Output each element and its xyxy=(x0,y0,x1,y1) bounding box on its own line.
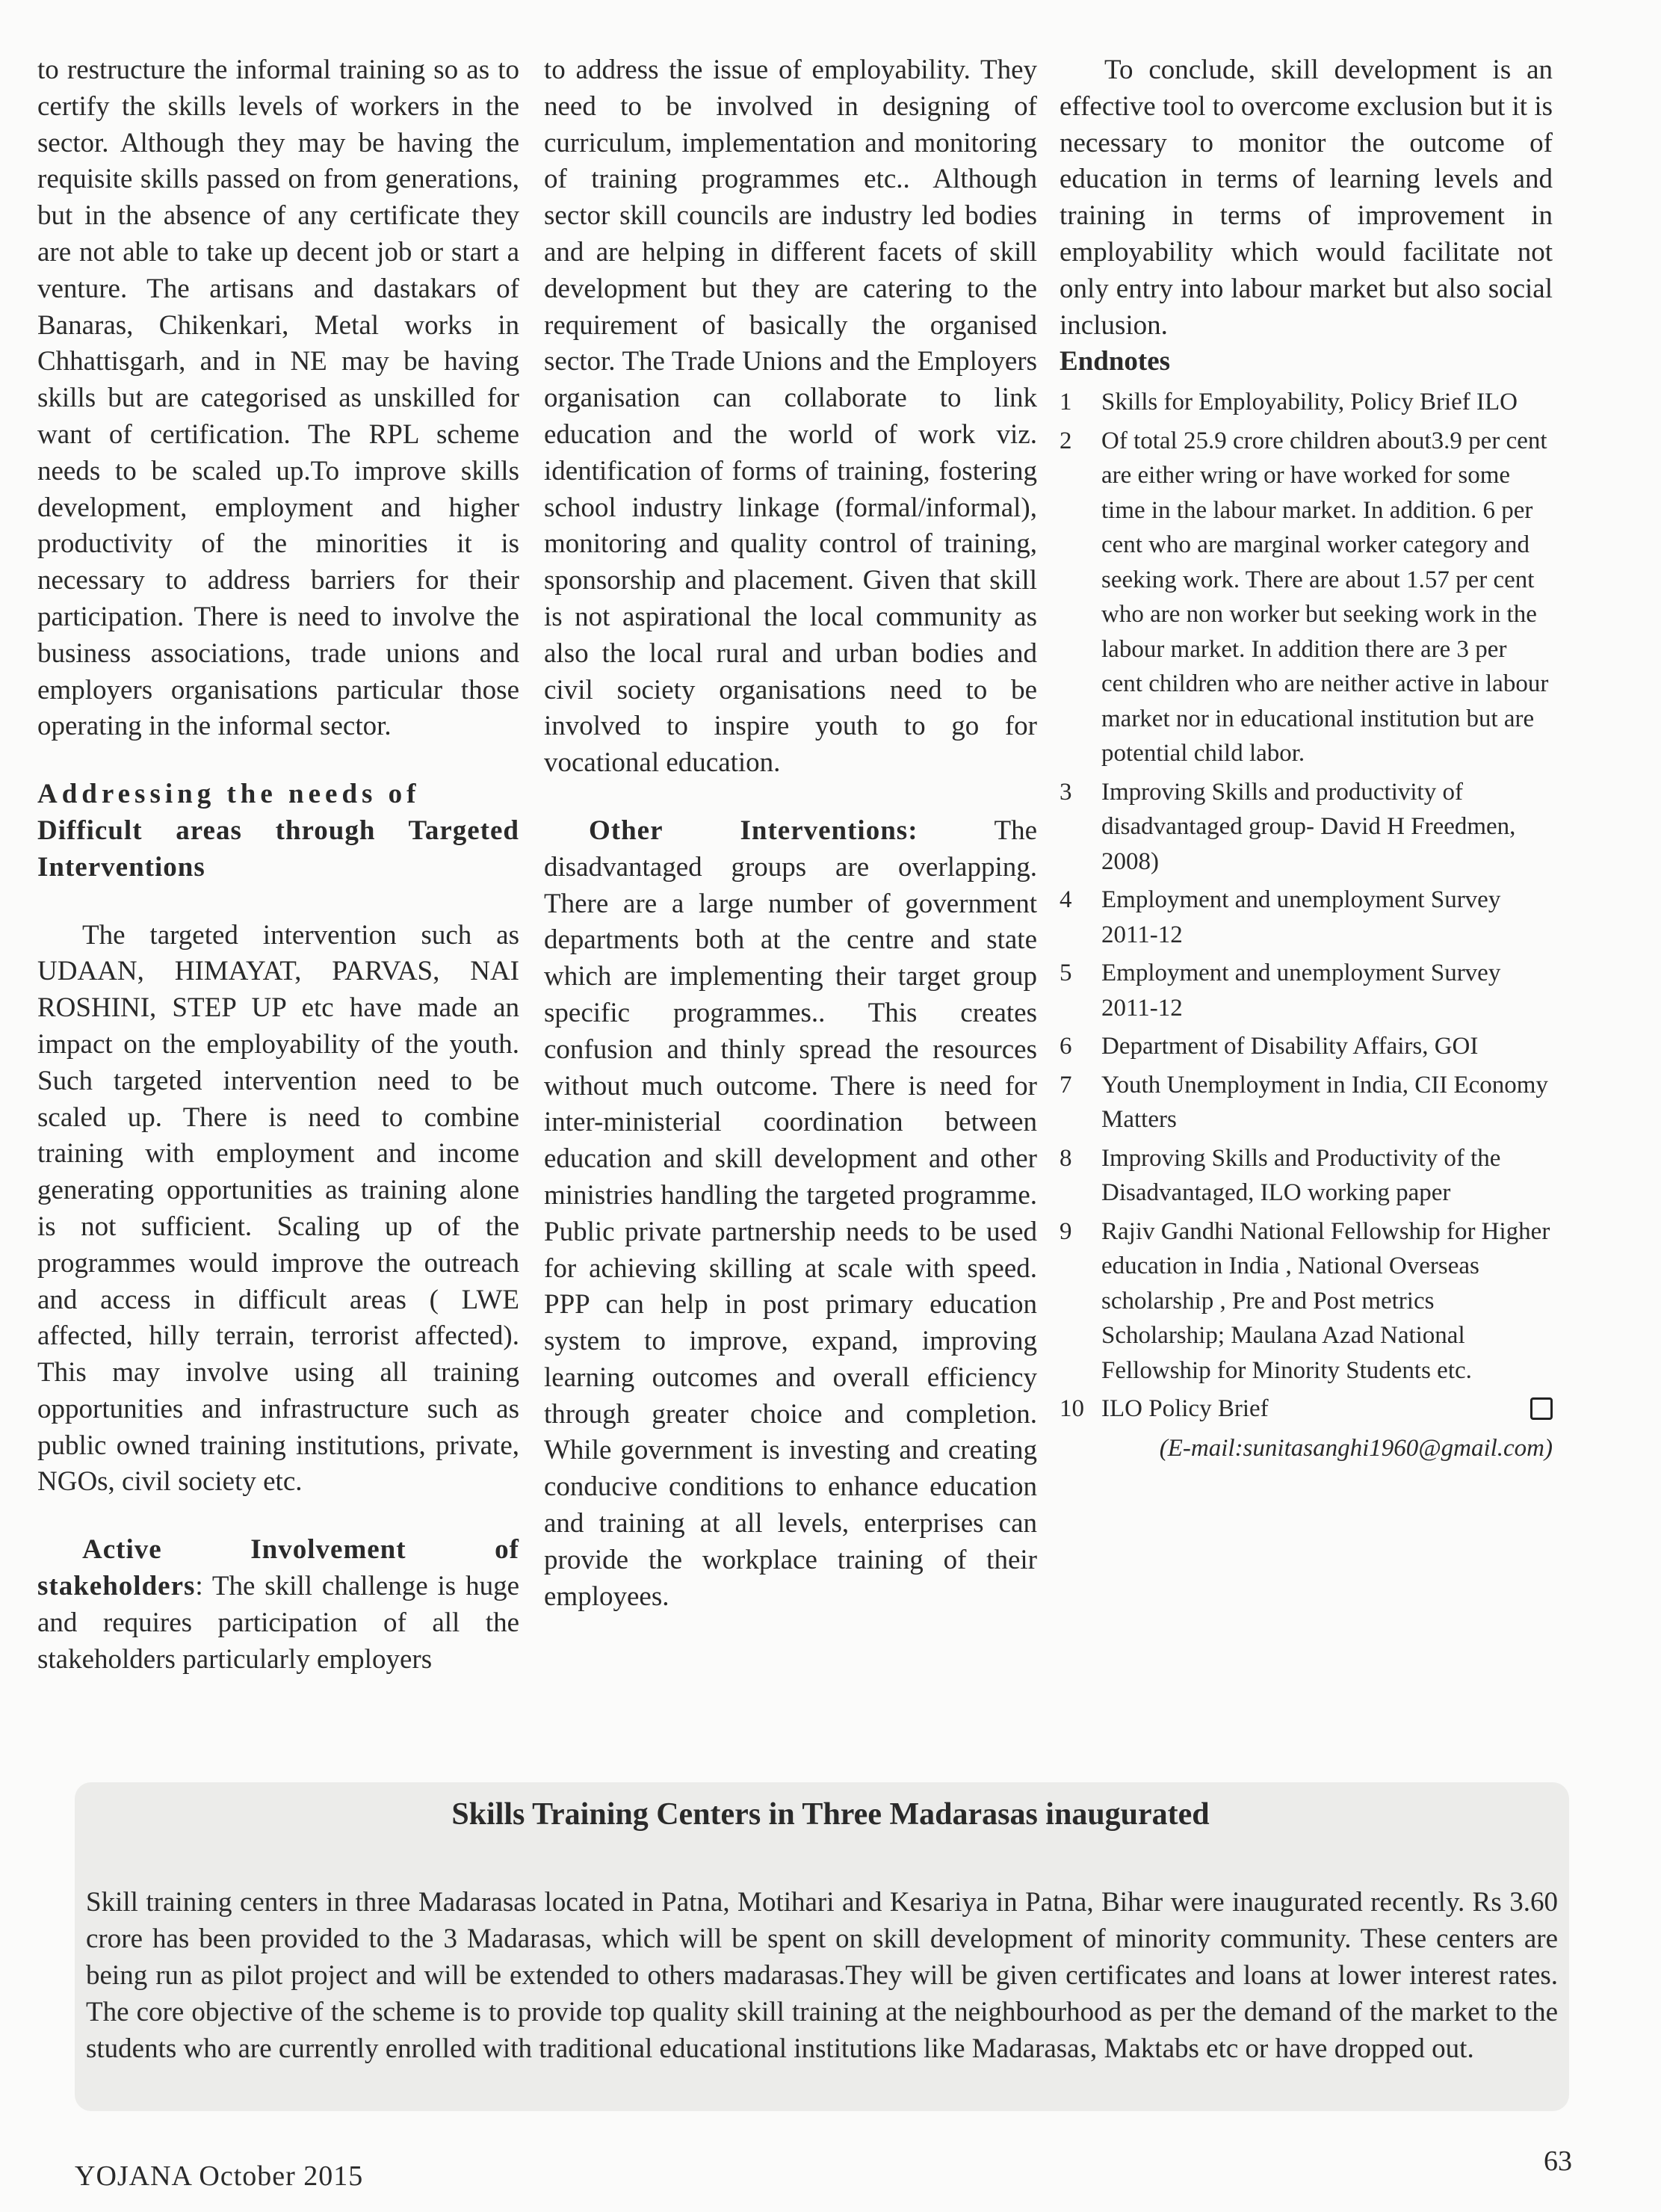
endnote-number: 4 xyxy=(1060,886,1072,914)
endnote-text: Rajiv Gandhi National Fellowship for Higher education in India , National Overseas scholarship , Pre and Post metrics Scholarship; Maulana Azad National Fellowship for Minority Students etc. xyxy=(1101,1217,1550,1384)
endnote-text: Improving Skills and Productivity of the Disadvantaged, ILO working paper xyxy=(1101,1144,1501,1207)
endnote-item xyxy=(1060,883,1553,952)
article-column-3 xyxy=(1060,52,1553,1466)
endnote-item xyxy=(1060,1029,1553,1064)
endnote-number: 5 xyxy=(1060,960,1072,987)
endnote-text: Skills for Employability, Policy Brief ILO xyxy=(1101,389,1518,416)
endnote-number: 7 xyxy=(1060,1071,1072,1099)
endnote-item xyxy=(1060,385,1553,420)
paragraph: The targeted intervention such as UDAAN, HIMAYAT, PARVAS, NAI ROSHINI, STEP UP etc have made an impact on the employability of the youth. Such targeted intervention need to be scaled up. There is need to combine training with employment and income generating opportunities as training alone is not sufficient. Scaling up of the programmes would improve the outreach and access in difficult areas ( LWE affected, hilly terrain, terrorist affected). This may involve using all training opportunities and infrastructure such as public owned training institutions, private, NGOs, civil society etc. xyxy=(37,919,519,1498)
endnote-number: 9 xyxy=(1060,1217,1072,1245)
endnote-text: Department of Disability Affairs, GOI xyxy=(1101,1033,1479,1060)
endnote-item xyxy=(1060,1214,1553,1388)
endnote-item xyxy=(1060,1068,1553,1137)
section-heading-line2: Difficult areas through Targeted Interventions xyxy=(37,815,519,883)
endnote-number: 3 xyxy=(1060,778,1072,806)
paragraph-text: : The skill challenge is huge and requires participation of all the stakeholders particularly employers xyxy=(37,1571,519,1675)
paragraph-text: The disadvantaged groups are overlapping. There are a large number of government departments both at the centre and state which are implementing their target group specific programmes.. This creates confusion and thinly spread the resources without much outcome. There is need for inter-ministerial coordination between education and skill development and other ministries handling the targeted programme. Public private partnership needs to be used for achieving skilling at scale with speed. PPP can help in post primary education system to improve, expand, improving learning outcomes and overall efficiency through greater choice and completion. While government is investing and creating conducive conditions to enhance education and training at all levels, enterprises can provide the workplace training of their employees. xyxy=(544,815,1037,1612)
paragraph: to address the issue of employability. They need to be involved in designing of curriculum, implementation and monitoring of training programmes etc.. Although sector skill councils are industry led bodies and are helping in different facets of skill development but they are catering to the requirement of basically the organised sector. The Trade Unions and the Employers organisation can collaborate to link education and the world of work viz. identification of forms of training, fostering school industry linkage (formal/informal), monitoring and quality control of training, sponsorship and placement. Given that skill is not aspirational the local community as also the local rural and urban bodies and civil society organisations need to be involved to inspire youth to go for vocational education. xyxy=(544,55,1037,779)
endnote-number: 10 xyxy=(1060,1395,1084,1423)
endnote-item xyxy=(1060,1141,1553,1211)
endnote-number: 1 xyxy=(1060,389,1072,416)
paragraph-stakeholders xyxy=(37,1532,519,1678)
news-box-title: Skills Training Centers in Three Madarasas inaugurated xyxy=(451,1797,1210,1832)
endnotes-heading: Endnotes xyxy=(1060,346,1171,377)
section-heading-line1: Addressing the needs of xyxy=(37,779,421,810)
endnote-text: Employment and unemployment Survey 2011-12 xyxy=(1101,886,1501,948)
paragraph-other-interventions xyxy=(544,813,1037,1616)
endnote-text: Youth Unemployment in India, CII Economy Matters xyxy=(1101,1071,1548,1134)
author-email: (E-mail:sunitasanghi1960@gmail.com) xyxy=(1159,1434,1553,1462)
endnote-number: 6 xyxy=(1060,1033,1072,1060)
endnote-text: ILO Policy Brief xyxy=(1101,1395,1269,1423)
endnote-text: Employment and unemployment Survey 2011-12 xyxy=(1101,960,1501,1022)
endnote-item xyxy=(1060,1391,1553,1427)
end-mark-square-icon xyxy=(1530,1397,1553,1420)
news-box-body: Skill training centers in three Madarasas located in Patna, Motihari and Kesariya in Patna, Bihar were inaugurated recently. Rs 3.60 crore has been provided to the 3 Madarasas, which will be spent on skill development of minority community. These centers are being run as pilot project and will be extended to others madarasas.They will be given certificates and loans at lower interest rates. The core objective of the scheme is to provide top quality skill training at the neighbourhood as per the demand of the market to the students who are currently enrolled with traditional educational institutions like Madarasas, Maktabs etc or have dropped out. xyxy=(86,1887,1558,2064)
article-column-2 xyxy=(544,52,1037,1615)
article-column-1 xyxy=(37,52,519,1678)
endnote-item xyxy=(1060,956,1553,1025)
endnote-item xyxy=(1060,424,1553,771)
endnote-item xyxy=(1060,775,1553,880)
endnote-text: Of total 25.9 crore children about3.9 per cent are either wring or have worked for some time in the labour market. In addition. 6 per cent who are marginal worker category and seeking work. There are about 1.57 per cent who are non worker but seeking work in the labour market. In addition there are 3 per cent children who are neither active in labour market nor in educational institution but are potential child labor. xyxy=(1101,427,1549,767)
section-heading-difficult-areas xyxy=(37,776,519,886)
endnote-text: Improving Skills and productivity of disadvantaged group- David H Freedmen, 2008) xyxy=(1101,778,1516,875)
footer-publication: YOJANA October 2015 xyxy=(75,2160,364,2192)
inline-heading-stakeholders: Active Involvement of stakeholders xyxy=(37,1534,519,1602)
endnote-number: 2 xyxy=(1060,427,1072,454)
paragraph: to restructure the informal training so as to certify the skills levels of workers in the sector. Although they may be having the requisite skills passed on from generations, but in the absence of any certificate they are not able to take up decent job or start a venture. The artisans and dastakars of Banaras, Chikenkari, Metal works in Chhattisgarh, and in NE may be having skills but are categorised as unskilled for want of certification. The RPL scheme needs to be scaled up.To improve skills development, employment and higher productivity of the minorities it is necessary to address barriers for their participation. There is need to involve the business associations, trade unions and employers organisations particular those operating in the informal sector. xyxy=(37,55,519,742)
inline-heading-other-interventions: Other Interventions: xyxy=(589,815,918,846)
endnote-number: 8 xyxy=(1060,1144,1072,1172)
page-number: 63 xyxy=(1544,2145,1572,2177)
paragraph-conclusion: To conclude, skill development is an effective tool to overcome exclusion but it is necessary to monitor the outcome of education in terms of learning levels and training in terms of improvement in employability which would facilitate not only entry into labour market but also social inclusion. xyxy=(1060,55,1553,341)
endnotes-list xyxy=(1060,385,1553,1427)
